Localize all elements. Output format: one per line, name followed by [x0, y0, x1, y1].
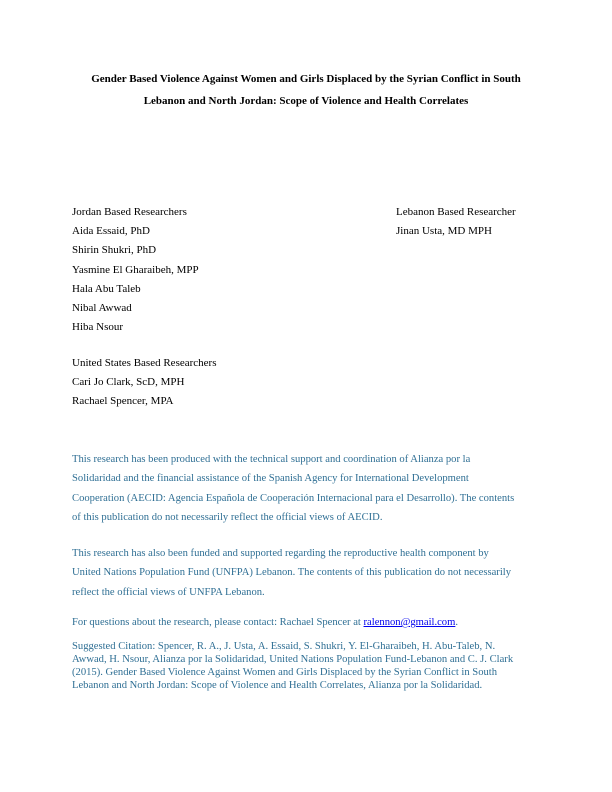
paragraph-line: Cooperation (AECID: Agencia Española de Cooperación Internacional para el Desarrollo). The contents	[72, 492, 515, 504]
paragraph-line: This research has also been funded and supported regarding the reproductive health component by	[72, 548, 489, 559]
researcher-name: Hiba Nsour	[72, 321, 124, 334]
paragraph-line: This research has been produced with the technical support and coordination of Alianza por la	[72, 454, 471, 465]
researcher-name: Cari Jo Clark, ScD, MPH	[72, 376, 185, 389]
citation-line: Lebanon and North Jordan: Scope of Violence and Health Correlates, Alianza por la Solidaridad.	[72, 680, 483, 691]
researcher-name: Aida Essaid, PhD	[72, 225, 150, 238]
citation-line: Awwad, H. Nsour, Alianza por la Solidaridad, United Nations Population Fund-Lebanon and C. J. Clark	[72, 654, 514, 665]
researcher-name: Hala Abu Taleb	[72, 282, 141, 295]
researcher-name: Yasmine El Gharaibeh, MPP	[72, 263, 199, 276]
jordan-researchers	[72, 203, 372, 337]
researcher-name: Nibal Awwad	[72, 302, 132, 315]
paragraph-line: reflect the official views of UNFPA Lebanon.	[72, 586, 265, 598]
researcher-name: Jinan Usta, MD MPH	[396, 225, 492, 238]
citation-line: (2015). Gender Based Violence Against Women and Girls Displaced by the Syrian Conflict in South	[72, 667, 498, 678]
citation-line: Suggested Citation: Spencer, R. A., J. Usta, A. Essaid, S. Shukri, Y. El-Gharaibeh, H. Abu-Taleb, N.	[72, 641, 496, 652]
contact-text: For questions about the research, please contact: Rachael Spencer at	[72, 617, 364, 628]
researcher-name: Shirin Shukri, PhD	[72, 244, 157, 257]
us-heading: United States Based Researchers	[72, 357, 217, 369]
suggested-citation	[72, 640, 542, 692]
paragraph-line: United Nations Population Fund (UNFPA) Lebanon. The contents of this publication do not necessarily	[72, 567, 512, 579]
contact-email-link[interactable]: ralennon@gmail.com	[363, 617, 456, 628]
funding-statement-aecid	[72, 450, 542, 528]
title-line-1: Gender Based Violence Against Women and Girls Displaced by the Syrian Conflict in South	[91, 73, 521, 85]
funding-statement-unfpa	[72, 544, 542, 602]
researcher-name: Rachael Spencer, MPA	[72, 395, 174, 408]
contact-statement	[72, 613, 542, 632]
paragraph-line: Solidaridad and the financial assistance of the Spanish Agency for International Development	[72, 473, 469, 485]
paragraph-line: of this publication do not necessarily reflect the official views of AECID.	[72, 512, 383, 524]
lebanon-heading: Lebanon Based Researcher	[396, 206, 516, 218]
document-title	[72, 68, 540, 112]
title-line-2: Lebanon and North Jordan: Scope of Violence and Health Correlates	[143, 95, 469, 107]
us-researchers	[72, 354, 372, 412]
lebanon-researchers	[396, 203, 576, 241]
jordan-heading: Jordan Based Researchers	[72, 206, 187, 218]
contact-end: .	[455, 617, 459, 628]
